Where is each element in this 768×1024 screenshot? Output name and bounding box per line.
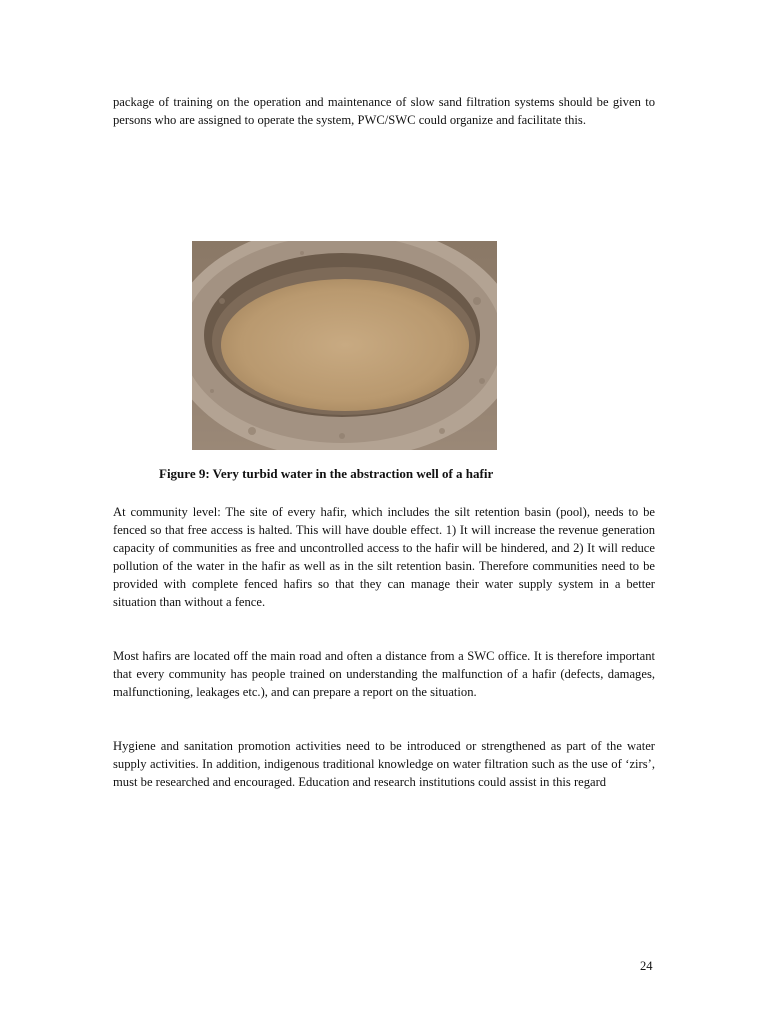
intro-paragraph: package of training on the operation and maintenance of slow sand filtration systems should be given to persons who are assigned to operate the system, PWC/SWC could organize and facilitate this. [113, 95, 655, 127]
turbid-water-image [192, 241, 497, 450]
hafir-location-paragraph: Most hafirs are located off the main road and often a distance from a SWC office. It is therefore important that every community has people trained on understanding the malfunction of a hafir (defects, damages, malfunctioning, leakages etc.), and can prepare a report on the situation. [113, 649, 655, 699]
page-number: 24 [640, 959, 653, 973]
community-level-paragraph: At community level: The site of every hafir, which includes the silt retention basin (pool), needs to be fenced so that free access is halted. This will have double effect. 1) It will increase the revenue generation capacity of communities as free and uncontrolled access to the hafir will be hindered, and 2) It will reduce pollution of the water in the hafir as well as in the silt retention basin. Therefore communities need to be provided with complete fenced hafirs so that they can manage their water supply system in a better situation than without a fence. [113, 505, 655, 609]
hygiene-paragraph: Hygiene and sanitation promotion activities need to be introduced or strengthened as part of the water supply activities. In addition, indigenous traditional knowledge on water filtration such as the use of ‘zirs’, must be researched and encouraged. Education and research institutions could assist in this regard [113, 739, 655, 789]
figure-caption: Figure 9: Very turbid water in the abstraction well of a hafir [159, 466, 494, 481]
hafir-well-photo [192, 241, 497, 450]
